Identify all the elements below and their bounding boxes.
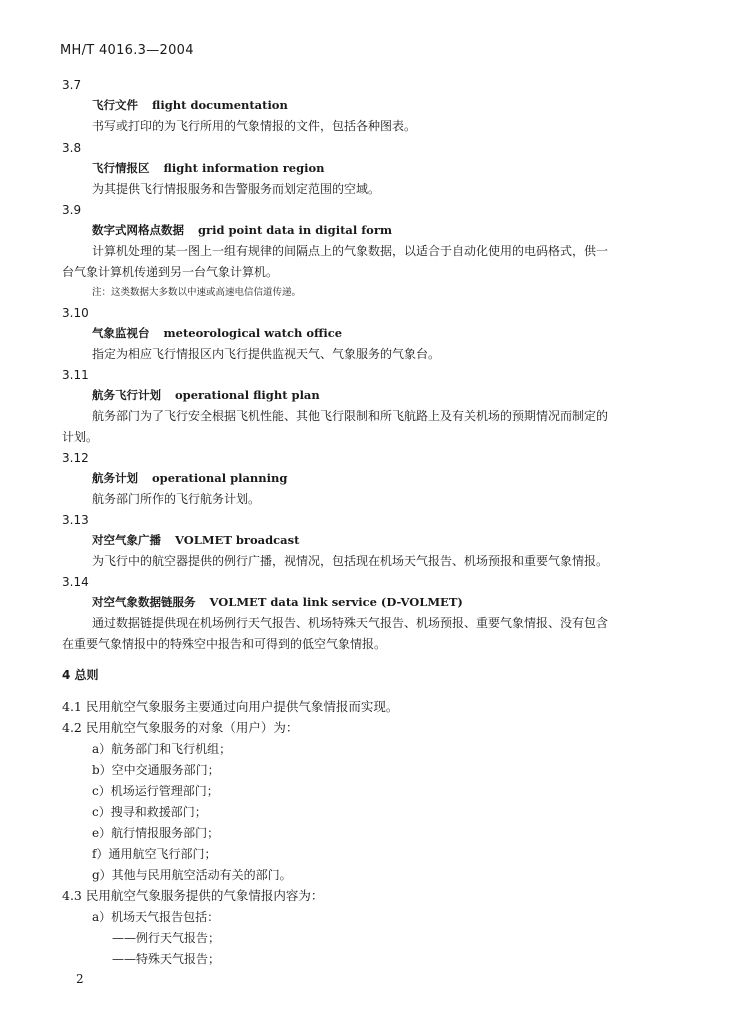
- term-zh: 飞行文件: [92, 98, 138, 112]
- term-definition: 指定为相应飞行情报区内飞行提供监视天气、气象服务的气象台。: [92, 347, 441, 361]
- term-title: [92, 594, 463, 610]
- term-en: VOLMET data link service (D-VOLMET): [209, 595, 463, 609]
- clause-number: 3.14: [62, 575, 89, 589]
- dash-item: ——例行天气报告；: [112, 931, 221, 945]
- list-item: c）搜寻和救援部门；: [92, 805, 207, 819]
- clause-number: 3.7: [62, 78, 82, 92]
- term-definition: 航务部门为了飞行安全根据飞机性能、其他飞行限制和所飞航路上及有关机场的预期情况而制定的: [92, 409, 609, 423]
- section-heading: 4 总则: [62, 668, 99, 682]
- clause-number: 3.11: [62, 368, 89, 382]
- term-en: meteorological watch office: [163, 326, 343, 340]
- term-definition-continued: 在重要气象情报中的特殊空中报告和可得到的低空气象情报。: [62, 637, 387, 651]
- clause-4-2: 4.2 民用航空气象服务的对象（用户）为：: [62, 720, 299, 735]
- clause-number: 3.13: [62, 513, 89, 527]
- term-en: grid point data in digital form: [198, 223, 393, 237]
- clause-number: 3.10: [62, 306, 89, 320]
- list-item: a）机场天气报告包括：: [92, 910, 220, 924]
- term-title: [92, 532, 299, 548]
- term-zh: 飞行情报区: [92, 161, 150, 175]
- term-zh: 航务飞行计划: [92, 388, 161, 402]
- term-note: 注：这类数据大多数以中速或高速电信信道传递。: [92, 287, 302, 298]
- term-title: [92, 160, 325, 176]
- clause-4-3: 4.3 民用航空气象服务提供的气象情报内容为：: [62, 888, 324, 903]
- term-zh: 气象监视台: [92, 326, 150, 340]
- list-item: a）航务部门和飞行机组；: [92, 742, 232, 756]
- term-definition: 为飞行中的航空器提供的例行广播，视情况，包括现在机场天气报告、机场预报和重要气象情报。: [92, 554, 609, 568]
- list-item: g）其他与民用航空活动有关的部门。: [92, 868, 292, 882]
- term-en: operational planning: [152, 471, 288, 485]
- term-en: flight information region: [163, 161, 325, 175]
- list-item: f）通用航空飞行部门；: [92, 847, 217, 861]
- clause-number: 3.9: [62, 203, 82, 217]
- term-zh: 航务计划: [92, 471, 138, 485]
- list-item: b）空中交通服务部门；: [92, 763, 220, 777]
- term-definition: 书写或打印的为飞行所用的气象情报的文件，包括各种图表。: [92, 119, 417, 133]
- clause-number: 3.12: [62, 451, 89, 465]
- list-item: c）机场运行管理部门；: [92, 784, 219, 798]
- term-en: flight documentation: [152, 98, 288, 112]
- term-title: [92, 222, 392, 238]
- term-definition: 为其提供飞行情报服务和告警服务而划定范围的空域。: [92, 182, 381, 196]
- term-title: [92, 325, 342, 341]
- term-en: operational flight plan: [175, 388, 320, 402]
- term-definition-continued: 台气象计算机传递到另一台气象计算机。: [62, 265, 279, 279]
- page-number: 2: [76, 972, 84, 986]
- term-zh: 数字式网格点数据: [92, 223, 184, 237]
- term-definition: 计算机处理的某一图上一组有规律的间隔点上的气象数据，以适合于自动化使用的电码格式，供一: [92, 244, 609, 258]
- term-title: [92, 97, 288, 113]
- standard-header: MH/T 4016.3—2004: [60, 43, 194, 58]
- term-zh: 对空气象广播: [92, 533, 161, 547]
- clause-number: 3.8: [62, 141, 82, 155]
- dash-item: ——特殊天气报告；: [112, 952, 221, 966]
- term-definition: 通过数据链提供现在机场例行天气报告、机场特殊天气报告、机场预报、重要气象情报、没有包含: [92, 616, 609, 630]
- term-definition-continued: 计划。: [62, 430, 99, 444]
- clause-4-1: 4.1 民用航空气象服务主要通过向用户提供气象情报而实现。: [62, 699, 399, 714]
- term-definition: 航务部门所作的飞行航务计划。: [92, 492, 261, 506]
- term-title: [92, 470, 287, 486]
- list-item: e）航行情报服务部门；: [92, 826, 220, 840]
- term-zh: 对空气象数据链服务: [92, 595, 196, 609]
- term-en: VOLMET broadcast: [175, 533, 300, 547]
- term-title: [92, 387, 320, 403]
